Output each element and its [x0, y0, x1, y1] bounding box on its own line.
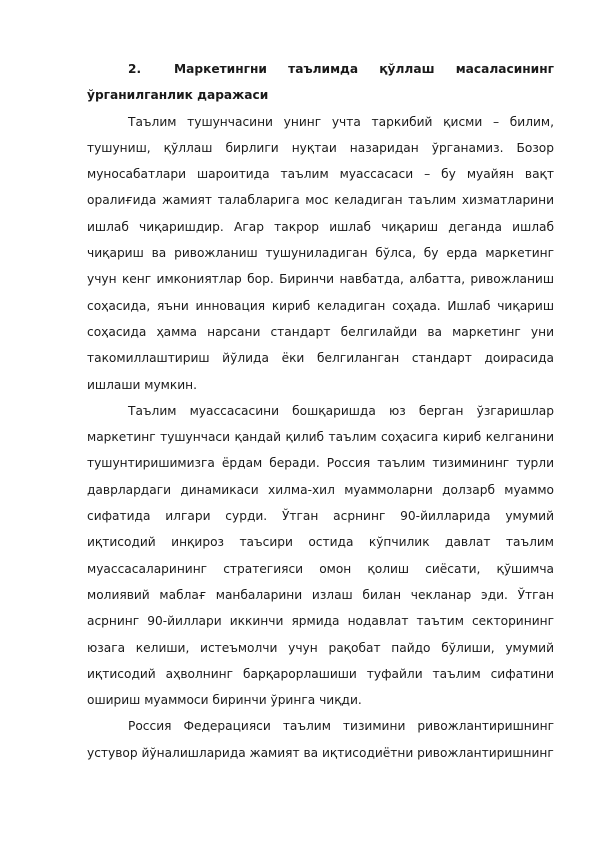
- section-title: Маркетингни таълимда қўллаш масаласининг ўрганилганлик даражаси: [87, 62, 554, 103]
- paragraph-3: Россия Федерацияси таълим тизимини ривожлантиришнинг устувор йўналишларида жамият ва иқтисодиётни ривожлантиришнинг: [87, 719, 554, 760]
- section-heading: [87, 56, 554, 109]
- section-number: 2.: [128, 62, 142, 76]
- paragraph-2: Таълим муассасасини бошқаришда юз берган ўзгаришлар маркетинг тушунчаси қандай қилиб таълим соҳасига кириб келганини тушунтиришимизга ёрдам беради. Россия таълим тизимининг турли даврлардаги динамикаси хилма-хил муаммоларни долзарб муаммо сифатида илгари сурди. Ўтган асрнинг 90-йилларида умумий иқтисодий инқироз таъсири остида кўпчилик давлат таълим муассасаларининг стратегияси омон қолиш сиёсати, қўшимча молиявий маблағ манбаларини излаш билан чекланар эди. Ўтган асрнинг 90-йиллари иккинчи ярмида нодавлат таътим секторининг юзага келиши, истеъмолчи учун рақобат пайдо бўлиши, умумий иқтисодий аҳволнинг барқарорлашиши туфайли таълим сифатини ошириш муаммоси биринчи ўринга чиқди.: [87, 403, 554, 708]
- document-page: [87, 56, 554, 766]
- paragraph-1: Таълим тушунчасини унинг учта таркибий қисми – билим, тушуниш, қўллаш бирлиги нуқтаи назаридан ўрганамиз. Бозор муносабатлари шароитида таълим муассасаси – бу муайян вақт оралиғида жамият талабларига мос келадиган таълим хизматларини ишлаб чиқаришдир. Агар такрор ишлаб чиқариш деганда ишлаб чиқариш ва ривожланиш тушуниладиган бўлса, бу ерда маркетинг учун кенг имкониятлар бор. Биринчи навбатда, албатта, ривожланиш соҳасида, яъни инновация кириб келадиган соҳада. Ишлаб чиқариш соҳасида ҳамма нарсани стандарт белгилайди ва маркетинг уни такомиллаштириш йўлида ёки белгиланган стандарт доирасида ишлаши мумкин.: [87, 114, 554, 392]
